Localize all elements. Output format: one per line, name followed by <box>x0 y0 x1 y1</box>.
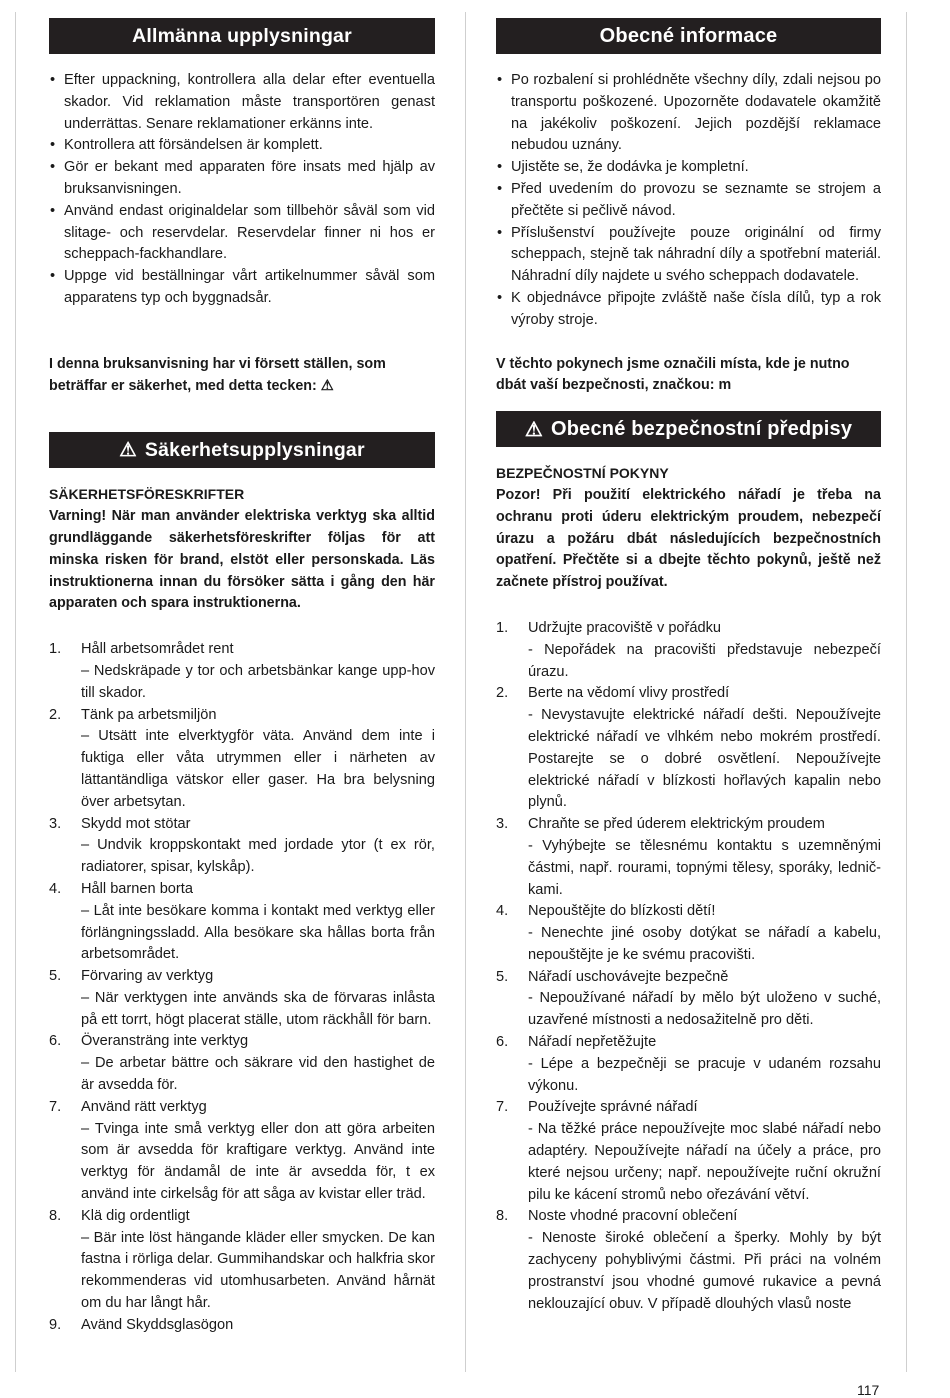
list-item <box>496 901 881 966</box>
safety-subtitle: BEZPEČNOSTNÍ POKYNY <box>496 465 669 482</box>
list-item <box>49 879 435 966</box>
item-title: Överansträng inte verktyg <box>81 1033 249 1050</box>
item-detail: – Bär inte löst hängande kläder eller smycken. De kan fastna i rörliga delar. Gummihandskar och halkfria skor rekommenderas vid utomhusarbeten. Använd hårnät om du har långt hår. <box>81 1229 435 1312</box>
list-item <box>496 683 881 814</box>
safety-symbol-note: V těchto pokynech jsme označili místa, kde je nutno dbát vaší bezpečnosti, značkou: m <box>496 355 850 394</box>
list-item <box>49 1315 435 1337</box>
item-number: 1. <box>49 641 62 658</box>
list-item <box>49 1206 435 1315</box>
list-item: • Před uvedením do provozu se seznamte se strojem a přečtěte si pečlivě návod. <box>496 179 881 223</box>
general-info-banner <box>496 18 881 54</box>
item-title: Nářadí nepřetěžujte <box>528 1034 657 1051</box>
safety-info-banner <box>49 432 435 468</box>
safety-info-banner <box>496 411 881 447</box>
item-number: 5. <box>496 968 509 985</box>
item-number: 7. <box>49 1098 62 1115</box>
list-item <box>49 705 435 814</box>
item-title: Använd rätt verktyg <box>81 1098 207 1115</box>
general-info-title: Obecné informace <box>599 24 778 47</box>
item-detail: - Na těžké práce nepoužívejte moc slabé nářadí nebo adaptéry. Nepoužívejte nářadí na účely a práce, pro které nejsou určeny; např. nepoužívejte ruční okružní pilu ke kácení stromů nebo ořezávání větví. <box>528 1121 881 1203</box>
item-detail: – Tvinga inte små verktyg eller don att göra arbeiten som är avsedda för kraftigare verktyg. Använd inte verktyg för ändamål de inte är avsedda för, t ex använd inte cirkelsåg för att såga av kvistar eller träd. <box>81 1120 435 1203</box>
item-number: 2. <box>496 685 509 702</box>
item-number: 8. <box>49 1207 62 1224</box>
item-number: 4. <box>49 880 62 897</box>
item-detail: - Nenoste široké oblečení a šperky. Mohly by být zachyceny pohyblivými částmi. Při práci na volném prostranství jsou vhodné gumové rukavice a pevná neklouzající obuv. V případě dlouhých vlasů noste <box>528 1230 881 1312</box>
list-item: • Uppge vid beställningar vårt artikelnummer såväl som apparatens typ och byggnadsår. <box>49 266 435 310</box>
safety-rules-list <box>496 618 881 1316</box>
warning-triangle-icon: ⚠ <box>524 418 543 441</box>
item-title: Klä dig ordentligt <box>81 1207 190 1224</box>
list-item <box>49 1031 435 1096</box>
item-number: 3. <box>49 815 62 832</box>
list-item <box>49 639 435 704</box>
item-detail: - Lépe a bezpečněji se pracuje v udaném rozsahu výkonu. <box>528 1055 881 1094</box>
safety-rules-list <box>49 639 435 1337</box>
item-detail: – Utsätt inte elverktygför väta. Använd dem inte i fuktiga eller våta utrymmen eller i närheten av lättantändliga vätskor eller gaser. Ha bra belysning över arbetsytan. <box>81 728 435 810</box>
item-title: Berte na vědomí vlivy prostředí <box>528 685 730 702</box>
list-item <box>496 814 881 901</box>
page-number: 117 <box>857 1382 880 1398</box>
item-title: Avänd Skyddsglasögon <box>81 1316 234 1333</box>
general-info-banner <box>49 18 435 54</box>
right-edge-rule <box>906 12 907 1372</box>
item-title: Chraňte se před úderem elektrickým proudem <box>528 816 825 833</box>
item-title: Håll arbetsområdet rent <box>81 641 234 658</box>
item-detail: - Nepořádek na pracovišti představuje nebezpečí úrazu. <box>528 641 881 680</box>
safety-warning-text: Pozor! Při použití elektrického nářadí je třeba na ochranu proti úderu elektrickým proudem, nebezpečí úrazu a požáru dbát následujících bezpečnostních opatření. Přečtěte si a dbejte těchto pokynů, ještě než začnete přístroj používat. <box>496 486 881 591</box>
item-number: 4. <box>496 903 509 920</box>
item-title: Nepouštějte do blízkosti dětí! <box>528 903 716 920</box>
list-item: • Po rozbalení si prohlédněte všechny díly, zdali nejsou po transportu poškozené. Upozorněte dodavatele okamžitě na jakékoliv poškození. Jejich pozdější reklamace nebudou uznány. <box>496 70 881 157</box>
center-divider <box>465 12 466 1372</box>
item-number: 5. <box>49 968 62 985</box>
item-title: Tänk pa arbetsmiljön <box>81 706 217 723</box>
item-number: 7. <box>496 1099 509 1116</box>
item-title: Håll barnen borta <box>81 880 193 897</box>
swedish-column <box>49 18 435 1337</box>
item-number: 8. <box>496 1208 509 1225</box>
list-item <box>496 1097 881 1206</box>
item-detail: – Nedskräpade y tor och arbetsbänkar kange upp-hov till skador. <box>81 662 435 701</box>
list-item <box>49 1097 435 1206</box>
list-item <box>496 967 881 1032</box>
item-title: Skydd mot stötar <box>81 815 191 832</box>
general-info-title: Allmänna upplysningar <box>132 24 352 47</box>
item-title: Používejte správné nářadí <box>528 1099 698 1116</box>
item-title: Noste vhodné pracovní oblečení <box>528 1208 738 1225</box>
safety-warning-text: Varning! När man använder elektriska verktyg ska alltid grundläggande säkerhetsföreskrifter följas för att minska risken för brand, elstöt eller personskada. Läs instruktionerna innan du försöker sätta i gång den här apparaten och spara instruktionerna. <box>49 508 435 612</box>
item-detail: - Nenechte jiné osoby dotýkat se nářadí a kabelu, nepouštějte je ke svému pracovišti. <box>528 925 881 963</box>
item-number: 9. <box>49 1316 62 1333</box>
item-detail: – Undvik kroppskontakt med jordade ytor (t ex rör, radiatorer, spisar, kylskåp). <box>81 837 435 876</box>
general-info-list <box>49 70 435 310</box>
czech-column <box>496 18 881 1315</box>
warning-triangle-icon: ⚠ <box>119 439 137 462</box>
list-item: • Ujistěte se, že dodávka je kompletní. <box>496 157 881 179</box>
list-item <box>49 814 435 879</box>
item-number: 2. <box>49 706 62 723</box>
item-detail: – När verktygen inte används ska de förvaras inlåsta på ett torrt, högt placerat ställe, utom räckhåll för barn. <box>81 989 435 1028</box>
item-number: 6. <box>49 1033 62 1050</box>
list-item <box>49 966 435 1031</box>
item-detail: – Låt inte besökare komma i kontakt med verktyg eller förlängningssladd. Alla besökare ska hållas borta från arbetsområdet. <box>81 902 435 963</box>
item-title: Förvaring av verktyg <box>81 968 214 985</box>
item-number: 6. <box>496 1034 509 1051</box>
item-title: Nářadí uschovávejte bezpečně <box>528 968 729 985</box>
list-item: • Příslušenství používejte pouze originální od firmy scheppach, stejně tak náhradní díly a spotřební materiál. Náhradní díly najdete u svého scheppach dodavatele. <box>496 223 881 288</box>
safety-info-title: Säkerhetsupplysningar <box>144 438 365 461</box>
list-item: • K objednávce připojte zvláště naše čísla dílů, typ a rok výroby stroje. <box>496 288 881 332</box>
list-item <box>496 1206 881 1315</box>
item-detail: – De arbetar bättre och säkrare vid den hastighet de är avsedda för. <box>81 1055 435 1094</box>
safety-subtitle: SÄKERHETSFÖRESKRIFTER <box>49 486 245 503</box>
item-number: 1. <box>496 619 509 636</box>
safety-symbol-note: I denna bruksanvisning har vi försett ställen, som beträffar er säkerhet, med detta tecken: ⚠ <box>49 355 386 394</box>
list-item: • Gör er bekant med apparaten före insats med hjälp av bruksanvisningen. <box>49 157 435 201</box>
list-item: • Använd endast originaldelar som tillbehör såväl som vid slitage- och reservdelar. Reservdelar finner ni hos er scheppach-fackhandlare. <box>49 201 435 266</box>
item-detail: - Vyhýbejte se tělesnému kontaktu s uzemněnými částmi, např. rourami, topnými tělesy, sporáky, ledničkami. <box>528 837 881 898</box>
item-number: 3. <box>496 816 509 833</box>
list-item: • Kontrollera att försändelsen är komplett. <box>49 135 435 157</box>
list-item <box>496 1032 881 1097</box>
safety-info-title: Obecné bezpečnostní předpisy <box>550 417 853 440</box>
item-title: Udržujte pracoviště v pořádku <box>528 619 722 636</box>
left-edge-rule <box>15 12 16 1372</box>
item-detail: - Nepoužívané nářadí by mělo být uloženo v suché, uzavřené místnosti a nedosažitelně pro děti. <box>528 990 881 1029</box>
list-item: • Efter uppackning, kontrollera alla delar efter eventuella skador. Vid reklamation måste transportören genast underrättas. Senare reklamationer erkänns inte. <box>49 70 435 135</box>
general-info-list <box>496 70 881 332</box>
list-item <box>496 618 881 683</box>
item-detail: - Nevystavujte elektrické nářadí dešti. Nepoužívejte elektrické nářadí ve vlhkém nebo mokrém prostředí. Postarejte se o dobré osvětlení. Nepoužívejte elektrické nářadí v blízkosti hořlavých kapalin nebo plynů. <box>528 707 881 811</box>
